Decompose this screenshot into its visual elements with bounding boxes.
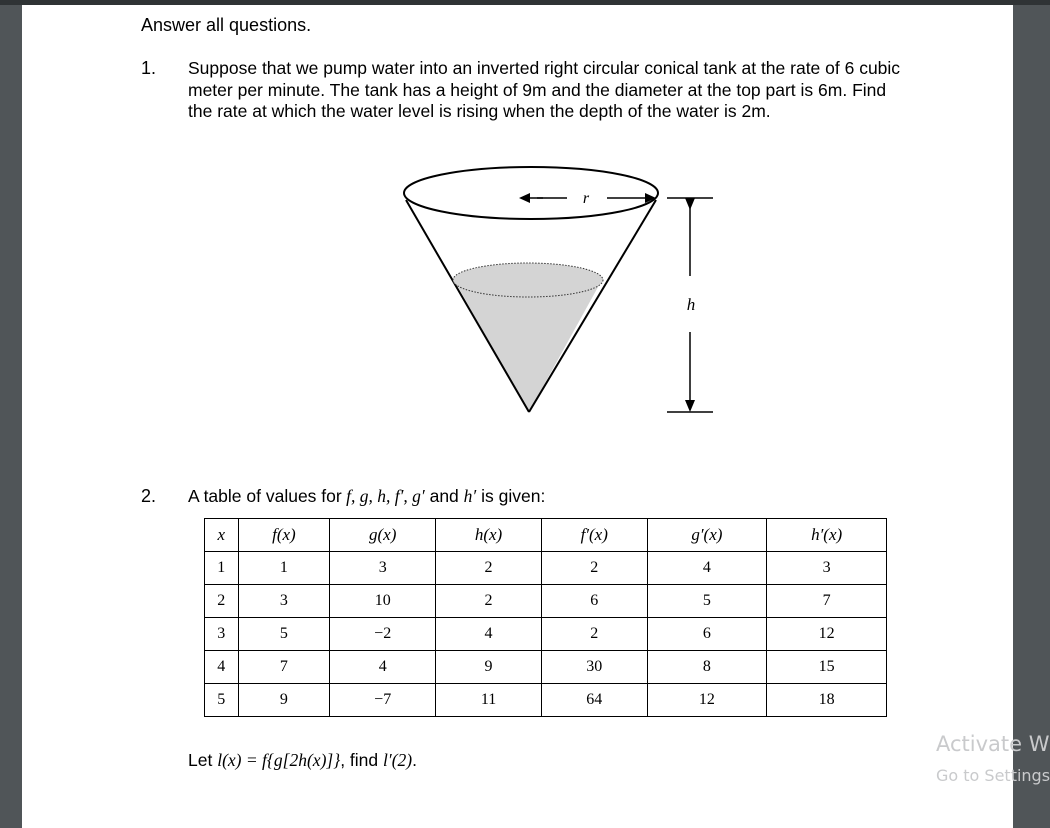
table-cell: 15 bbox=[767, 651, 887, 684]
table-header-cell: g′(x) bbox=[647, 519, 767, 552]
table-header-cell: h(x) bbox=[436, 519, 542, 552]
table-cell: 6 bbox=[541, 585, 647, 618]
table-row bbox=[205, 618, 887, 651]
table-cell: −7 bbox=[330, 684, 436, 717]
table-cell: 3 bbox=[238, 585, 330, 618]
question-2-number: 2. bbox=[141, 486, 157, 506]
question-2-intro-functions: f, g, h, f′, g′ bbox=[341, 486, 425, 506]
table-cell: 5 bbox=[647, 585, 767, 618]
radius-label: r bbox=[582, 190, 590, 207]
table-row bbox=[205, 552, 887, 585]
table-cell: 8 bbox=[647, 651, 767, 684]
table-cell: 7 bbox=[238, 651, 330, 684]
question-2-intro bbox=[188, 486, 545, 507]
table-row bbox=[205, 651, 887, 684]
table-cell: 4 bbox=[205, 651, 239, 684]
question-2-intro-suffix: is given: bbox=[476, 486, 546, 506]
table-cell: 11 bbox=[436, 684, 542, 717]
let-expression: l(x) = f{g[2h(x)]} bbox=[217, 750, 341, 770]
viewer-right-gutter bbox=[1013, 5, 1050, 828]
table-row bbox=[205, 585, 887, 618]
table-cell: 18 bbox=[767, 684, 887, 717]
table-cell: 3 bbox=[767, 552, 887, 585]
question-2-intro-and: and bbox=[424, 486, 464, 506]
height-arrowhead-bottom bbox=[685, 400, 695, 412]
table-cell: 3 bbox=[330, 552, 436, 585]
instruction-heading: Answer all questions. bbox=[141, 15, 312, 35]
table-cell: −2 bbox=[330, 618, 436, 651]
let-suffix: . bbox=[412, 750, 417, 770]
water-surface bbox=[453, 263, 603, 297]
table-cell: 6 bbox=[647, 618, 767, 651]
let-target: l′(2) bbox=[383, 750, 413, 770]
table-cell: 12 bbox=[647, 684, 767, 717]
let-mid: , find bbox=[340, 750, 384, 770]
table-cell: 1 bbox=[238, 552, 330, 585]
activation-watermark-title: Activate W bbox=[936, 732, 1050, 756]
question-2-task bbox=[188, 750, 417, 771]
table-cell: 4 bbox=[647, 552, 767, 585]
cone-tank-diagram bbox=[377, 160, 697, 420]
table-header-row bbox=[205, 519, 887, 552]
table-cell: 12 bbox=[767, 618, 887, 651]
table-header-cell: f′(x) bbox=[541, 519, 647, 552]
table-cell: 30 bbox=[541, 651, 647, 684]
table-cell: 5 bbox=[205, 684, 239, 717]
question-1-text: Suppose that we pump water into an inverted right circular conical tank at the rate of 6 cubic meter per minute. The tank has a height of 9m and the diameter at the top part is 6m. Find the rate at which the water level is rising when the depth of the water is 2m. bbox=[188, 58, 901, 121]
values-table bbox=[204, 518, 887, 717]
table-cell: 1 bbox=[205, 552, 239, 585]
table-cell: 2 bbox=[436, 552, 542, 585]
table-cell: 10 bbox=[330, 585, 436, 618]
table-cell: 5 bbox=[238, 618, 330, 651]
let-prefix: Let bbox=[188, 750, 218, 770]
table-row bbox=[205, 684, 887, 717]
table-header-cell: x bbox=[205, 519, 239, 552]
table-cell: 2 bbox=[436, 585, 542, 618]
question-1-number: 1. bbox=[141, 58, 157, 78]
table-cell: 2 bbox=[541, 552, 647, 585]
table-header-cell: h′(x) bbox=[767, 519, 887, 552]
cone-top-rim bbox=[404, 167, 658, 219]
radius-arrowhead-left bbox=[519, 193, 530, 203]
table-header-cell: g(x) bbox=[330, 519, 436, 552]
question-2-intro-prefix: A table of values for bbox=[188, 486, 342, 506]
table-cell: 9 bbox=[238, 684, 330, 717]
table-cell: 64 bbox=[541, 684, 647, 717]
table-cell: 7 bbox=[767, 585, 887, 618]
table-cell: 9 bbox=[436, 651, 542, 684]
document-page bbox=[22, 5, 1013, 828]
table-cell: 2 bbox=[205, 585, 239, 618]
table-cell: 4 bbox=[330, 651, 436, 684]
table-cell: 4 bbox=[436, 618, 542, 651]
table-cell: 3 bbox=[205, 618, 239, 651]
table-header-cell: f(x) bbox=[238, 519, 330, 552]
question-2-intro-last: h′ bbox=[463, 486, 477, 506]
height-label: h bbox=[686, 295, 696, 314]
table-cell: 2 bbox=[541, 618, 647, 651]
activation-watermark-subtitle[interactable]: Go to Settings bbox=[936, 766, 1050, 785]
